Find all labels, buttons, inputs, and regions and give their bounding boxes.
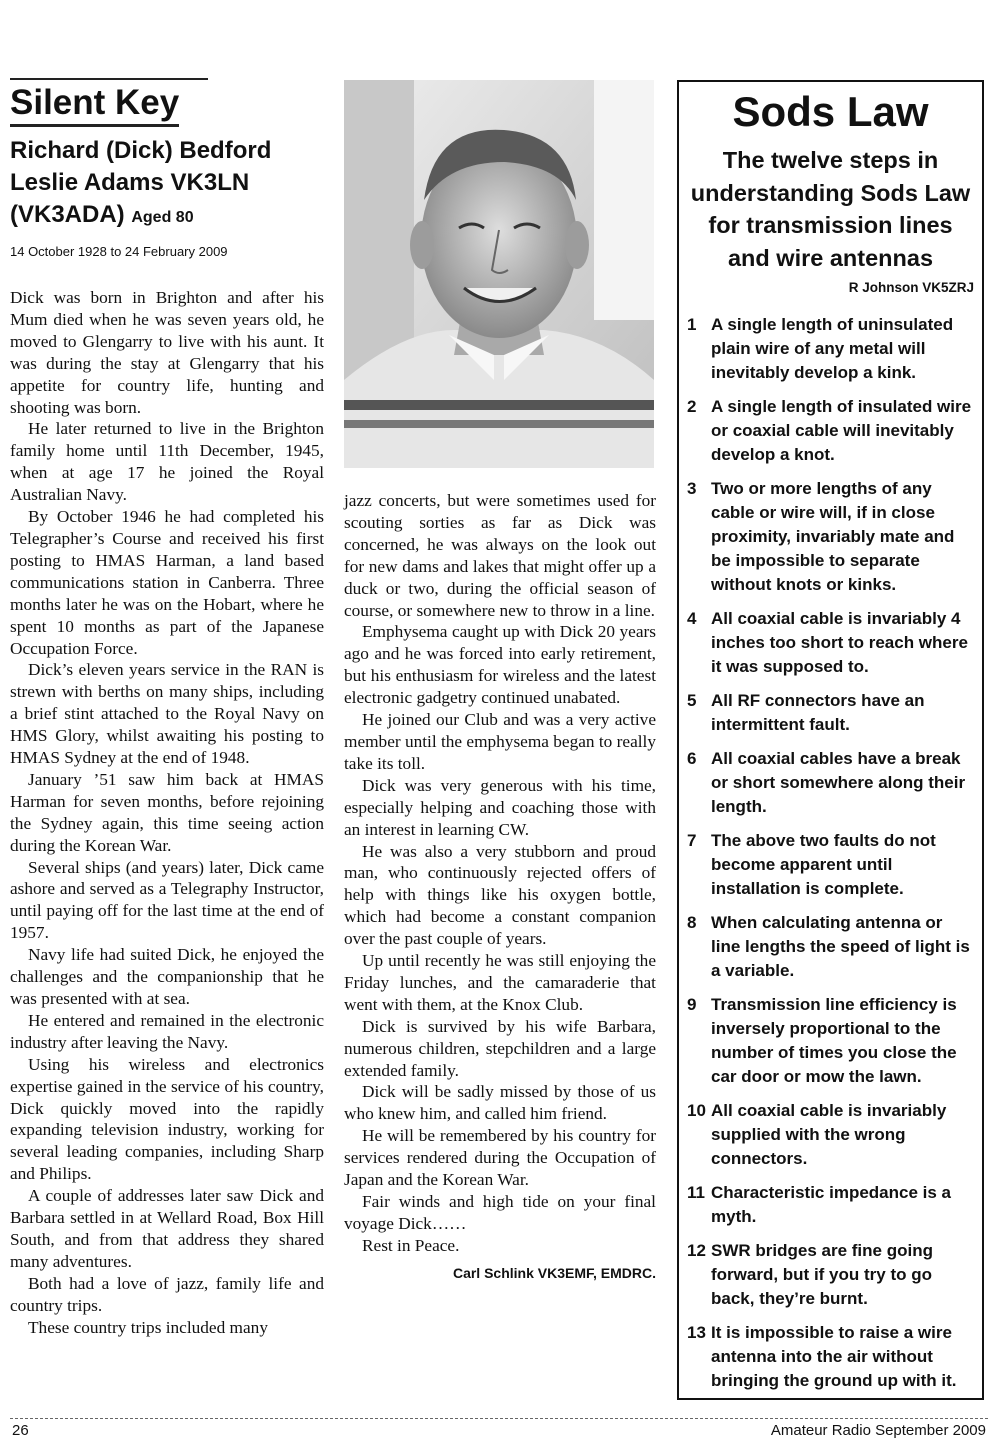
portrait-illustration [344, 80, 654, 468]
list-item [687, 1099, 974, 1171]
item-text: When calculating antenna or line lengths the speed of light is a variable. [711, 913, 970, 980]
item-number: 10 [687, 1101, 706, 1120]
obituary-name-line-2: Leslie Adams VK3LN [10, 169, 250, 196]
list-item [687, 1321, 974, 1393]
sidebar-subtitle: The twelve steps in understanding Sods Law for transmission lines and wire antennas [690, 147, 971, 271]
item-text: All coaxial cables have a break or short somewhere along their length. [711, 749, 966, 816]
item-number: 9 [687, 995, 697, 1014]
portrait-photo [344, 80, 654, 468]
list-item [687, 1181, 974, 1229]
paragraph: Dick’s eleven years service in the RAN is strewn with berths on many ships, including a brief stint attached to the Royal Navy on HMS Glory, whilst awaiting his posting to HMAS Sydney at the end of 1948. [10, 660, 324, 768]
paragraph: Both had a love of jazz, family life and country trips. [10, 1273, 324, 1315]
item-text: The above two faults do not become apparent until installation is complete. [711, 831, 936, 898]
paragraph: These country trips included many [28, 1317, 268, 1337]
list-item [687, 747, 974, 819]
item-text: Characteristic impedance is a myth. [711, 1183, 952, 1226]
paragraph: He entered and remained in the electronic industry after leaving the Navy. [10, 1010, 324, 1052]
sidebar-title: Sods Law [732, 88, 929, 135]
publication-footer: Amateur Radio September 2009 [770, 1422, 986, 1439]
paragraph: Dick was born in Brighton and after his Mum died when he was seven years old, he moved to Glengarry to live with his aunt. It was during the stay at Glengarry that his appetite for country life, hunting and shooting was born. [10, 288, 324, 417]
item-number: 6 [687, 749, 697, 768]
list-item [687, 1239, 974, 1311]
paragraph: Several ships (and years) later, Dick came ashore and served as a Telegraphy Instructor, until paying off for the last time at the end of 1957. [10, 857, 324, 943]
paragraph: jazz concerts, but were sometimes used for scouting sorties as far as Dick was concerned, he was always on the look out for new dams and lakes that might offer up a duck or two, during the official season of course, or somewhere new to throw in a line. [344, 491, 656, 620]
heading-rule [10, 78, 208, 80]
item-number: 5 [687, 691, 697, 710]
paragraph: Dick is survived by his wife Barbara, numerous children, stepchildren and a large extended family. [344, 1016, 656, 1080]
item-text: Two or more lengths of any cable or wire will, if in close proximity, invariably mate and be impossible to separate without knots or kinks. [711, 479, 955, 594]
item-number: 13 [687, 1323, 706, 1342]
obituary-name-line-3 [10, 199, 324, 234]
list-item [687, 993, 974, 1089]
paragraph: Dick will be sadly missed by those of us who knew him, and called him friend. [344, 1082, 656, 1124]
item-number: 3 [687, 479, 697, 498]
paragraph: Rest in Peace. [362, 1235, 460, 1255]
list-item [687, 395, 974, 467]
paragraph: He will be remembered by his country for services rendered during the Occupation of Japan and the Korean War. [344, 1126, 656, 1190]
paragraph: He joined our Club and was a very active member until the emphysema began to really take its toll. [344, 710, 656, 773]
item-text: All coaxial cable is invariably 4 inches too short to reach where it was supposed to. [711, 609, 968, 676]
section-heading: Silent Key [10, 84, 179, 127]
law-list [687, 313, 974, 1393]
paragraph: He later returned to live in the Brighton family home until 11th December, 1945, when at age 17 he joined the Royal Australian Navy. [10, 419, 324, 505]
paragraph: A couple of addresses later saw Dick and Barbara settled in at Wellard Road, Box Hill South, and from that address they shared many adventures. [10, 1186, 324, 1271]
item-number: 11 [687, 1183, 705, 1202]
item-number: 1 [687, 315, 697, 334]
paragraph: Emphysema caught up with Dick 20 years ago and he was forced into early retirement, but his enthusiasm for wireless and the latest electronic gadgetry continued unabated. [344, 622, 656, 708]
obituary-name-line-1: Richard (Dick) Bedford [10, 137, 272, 164]
life-dates: 14 October 1928 to 24 February 2009 [10, 244, 228, 259]
item-number: 4 [687, 609, 697, 628]
sods-law-sidebar [677, 80, 984, 1400]
list-item [687, 829, 974, 901]
item-number: 12 [687, 1241, 706, 1260]
age-label: Aged 80 [131, 209, 194, 226]
list-item [687, 689, 974, 737]
item-text: All RF connectors have an intermittent fault. [711, 691, 925, 734]
obituary-column-2 [344, 490, 656, 1281]
item-number: 8 [687, 913, 697, 932]
item-number: 2 [687, 397, 697, 416]
callsign-old: (VK3ADA) [10, 201, 125, 228]
item-text: All coaxial cable is invariably supplied with the wrong connectors. [711, 1101, 947, 1168]
list-item [687, 313, 974, 385]
obituary-body-1 [10, 287, 324, 1339]
item-text: SWR bridges are fine going forward, but if you try to go back, they’re burnt. [711, 1241, 933, 1308]
item-text: Transmission line efficiency is inversely proportional to the number of times you close the car door or mow the lawn. [711, 995, 957, 1086]
item-text: A single length of uninsulated plain wire of any metal will inevitably develop a kink. [711, 315, 954, 382]
item-number: 7 [687, 831, 697, 850]
paragraph: Using his wireless and electronics expertise gained in the service of his country, Dick quickly moved into the rapidly expanding television industry, working for several leading companies, including Sharp and Philips. [10, 1054, 324, 1184]
item-text: A single length of insulated wire or coaxial cable will inevitably develop a knot. [711, 397, 972, 464]
paragraph: He was also a very stubborn and proud man, who continuously rejected offers of help with things like his oxygen bottle, which had become a constant companion over the past couple of years. [344, 841, 656, 949]
obituary-body-2 [344, 490, 656, 1257]
paragraph: Navy life had suited Dick, he enjoyed the challenges and the companionship that he was presented with at sea. [10, 945, 324, 1008]
list-item [687, 911, 974, 983]
paragraph: Fair winds and high tide on your final voyage Dick…… [344, 1192, 656, 1233]
list-item [687, 477, 974, 597]
author-signature: Carl Schlink VK3EMF, EMDRC. [452, 1264, 656, 1281]
obituary-column-1 [10, 78, 324, 1339]
paragraph: By October 1946 he had completed his Telegrapher’s Course and received his first posting to HMAS Harman, a land based communications station in Canberra. Three months later he was on the Hobart, where he spent 10 months as part of the Japanese Occupation Force. [10, 507, 324, 658]
item-text: It is impossible to raise a wire antenna into the air without bringing the ground up with it. [711, 1323, 957, 1390]
paragraph: Up until recently he was still enjoying the Friday lunches, and the camaraderie that went with them, at the Knox Club. [344, 951, 656, 1014]
list-item [687, 607, 974, 679]
paragraph: January ’51 saw him back at HMAS Harman for seven months, before rejoining the Sydney again, this time seeing action during the Korean War. [10, 769, 324, 855]
footer-divider [10, 1418, 988, 1419]
paragraph: Dick was very generous with his time, especially helping and coaching those with an interest in learning CW. [344, 775, 656, 839]
sidebar-author: R Johnson VK5ZRJ [848, 280, 974, 295]
page-number: 26 [12, 1422, 29, 1439]
